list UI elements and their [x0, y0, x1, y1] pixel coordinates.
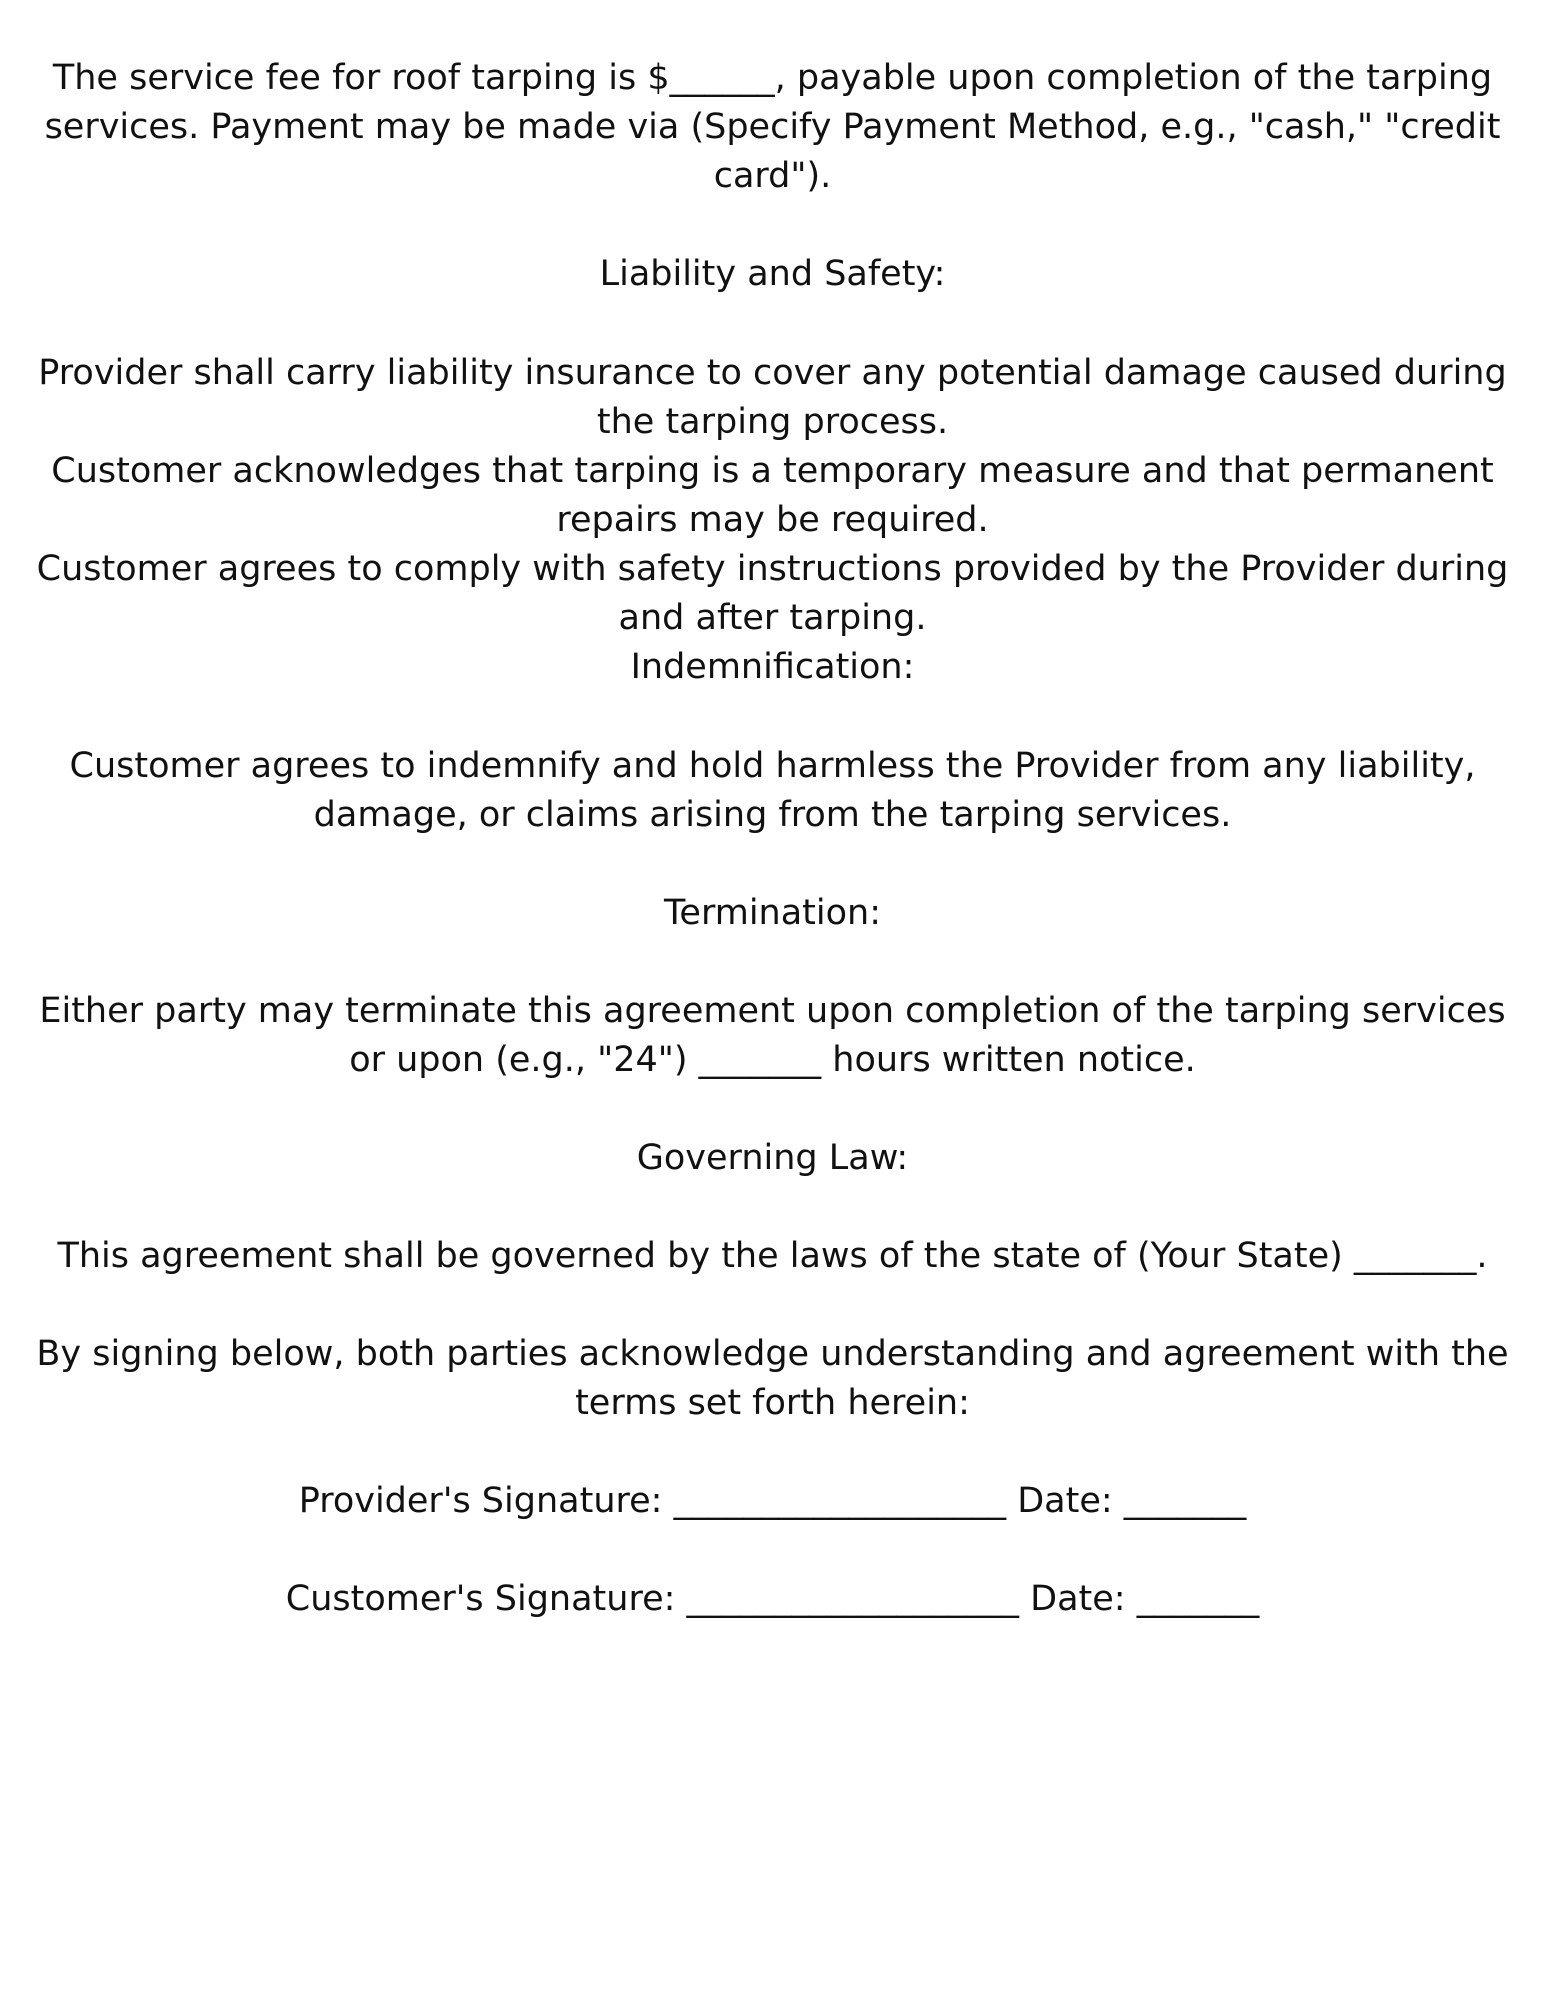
termination-text-line-1: Either party may terminate this agreement upon completion of the tarping services [39, 991, 1506, 1031]
governing-law-text: This agreement shall be governed by the laws of the state of (Your State) _______. [57, 1236, 1488, 1276]
temporary-measure-line-1: Customer acknowledges that tarping is a temporary measure and that permanent [51, 451, 1494, 491]
payment-text-line-1: The service fee for roof tarping is $______, payable upon completion of the tarping [52, 58, 1493, 98]
temporary-measure-line-2: repairs may be required. [556, 500, 989, 540]
indemnify-text-line-2: damage, or claims arising from the tarping services. [313, 795, 1232, 835]
customer-signature-line: Customer's Signature: ___________________ Date: _______ [285, 1579, 1260, 1619]
provider-signature-line: Provider's Signature: ___________________ Date: _______ [298, 1481, 1247, 1521]
insurance-text-line-2: the tarping process. [596, 402, 949, 442]
payment-text-line-2: services. Payment may be made via (Specify Payment Method, e.g., "cash," "credit [44, 107, 1501, 147]
insurance-text-line-1: Provider shall carry liability insurance to cover any potential damage caused during [38, 353, 1507, 393]
acknowledgement-line-2: terms set forth herein: [575, 1383, 970, 1423]
indemnify-text-line-1: Customer agrees to indemnify and hold harmless the Provider from any liability, [69, 746, 1476, 786]
acknowledgement-line-1: By signing below, both parties acknowledge understanding and agreement with the [36, 1334, 1509, 1374]
termination-heading: Termination: [663, 893, 882, 933]
indemnification-heading: Indemnification: [630, 647, 915, 687]
safety-text-line-1: Customer agrees to comply with safety instructions provided by the Provider during [36, 549, 1509, 589]
liability-heading: Liability and Safety: [599, 254, 946, 294]
payment-text-line-3: card"). [713, 156, 832, 196]
governing-law-heading: Governing Law: [636, 1138, 909, 1178]
termination-text-line-2: or upon (e.g., "24") _______ hours written notice. [349, 1040, 1196, 1080]
safety-text-line-2: and after tarping. [618, 598, 927, 638]
